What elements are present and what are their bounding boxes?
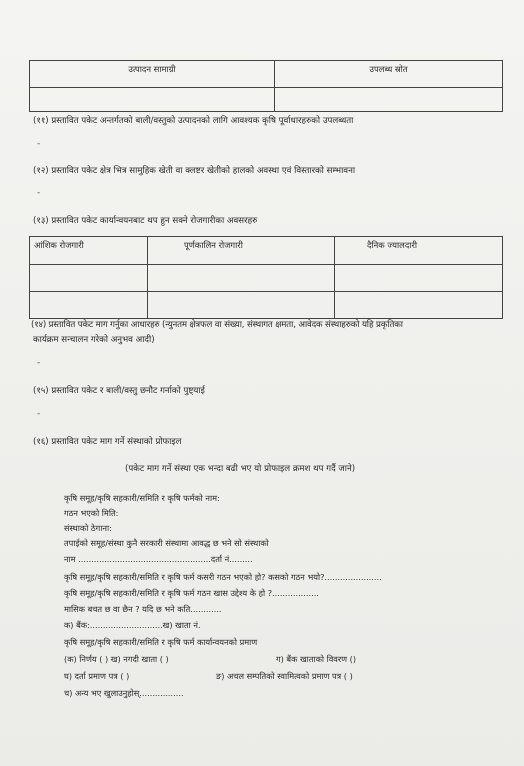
section-12-dash: - — [37, 188, 41, 198]
production-materials-table — [29, 60, 503, 112]
profile-line: कृषि समूह/कृषि सहकारी/समिति र कृषि फर्मको नाम: — [64, 493, 220, 503]
section-13-heading: (१३) प्रस्तावित पकेट कार्यान्वयनबाट थप हुन सक्ने रोजगारीका अवसरहरु — [33, 216, 258, 226]
section-11-dash: - — [37, 139, 41, 149]
section-15-heading: (१५) प्रस्तावित पकेट र बाली/वस्तु छनौट गर्नाको पुष्ट्याई — [33, 386, 205, 396]
profile-line: तपाईको समूह/संस्था कुनै सरकारी संस्थामा आवद्ध छ भने सो संस्थाको — [64, 538, 269, 548]
section-11-heading: (११) प्रस्तावित पकेट अन्तर्गतको बाली/वस्तुको उत्पादनको लागि आवश्यक कृषि पूर्वाधारहरुको उपलब्धता — [33, 116, 354, 126]
table-header-cell: उपलब्ध स्रोत — [275, 61, 503, 88]
employment-table — [29, 236, 503, 319]
table-header-cell: आंशिक रोजगारी — [30, 237, 148, 265]
table-cell — [30, 265, 148, 292]
profile-line: मासिक बचत छ वा छैन ? यदि छ भने कति............ — [64, 604, 222, 614]
section-14-dash: - — [37, 358, 41, 368]
section-14-heading-cont: कार्यक्रम सन्चालन गरेको अनुभव आदी) — [33, 335, 155, 345]
profile-line: गठन भएको मिति: — [64, 508, 119, 518]
table-cell — [148, 265, 335, 292]
table-header-cell: उत्पादन सामाग्री — [30, 61, 275, 88]
profile-line: नाम ...................................................दर्ता नं......... — [64, 554, 253, 564]
section-16-note: (पकेट माग गर्ने संस्था एक भन्दा बढी भए यो प्रोफाइल क्रमश थप गर्दै जाने) — [125, 464, 356, 474]
table-cell — [335, 292, 503, 319]
profile-line: ग) बैंक खाताको विवरण () — [276, 654, 357, 664]
profile-line: कृषि समूह/कृषि सहकारी/समिति र कृषि फर्म कसरी गठन भएको हो? कसको गठन भयो?...................... — [64, 572, 382, 582]
profile-line: संस्थाको ठेगाना: — [64, 523, 112, 533]
section-16-heading: (१६) प्रस्तावित पकेट माग गर्ने संस्थाको प्रोफाइल — [33, 437, 182, 447]
table-cell — [30, 88, 275, 112]
profile-line: घ) दर्ता प्रमाण पत्र ( ) — [64, 671, 130, 681]
profile-line: क) बैंक:............................ख) खाता नं. — [64, 620, 201, 630]
profile-line: ङ) अचल सम्पतिको स्वामित्वको प्रमाण पत्र ( ) — [216, 671, 353, 681]
table-header-cell: दैनिक ज्यालदारी — [335, 237, 503, 265]
table-cell — [275, 88, 503, 112]
section-15-dash: - — [37, 409, 41, 419]
profile-line: कृषि समूह/कृषि सहकारी/समिति र कृषि फर्म कार्यान्वयनको प्रमाण — [64, 637, 258, 647]
table-cell — [335, 265, 503, 292]
profile-line: कृषि समूह/कृषि सहकारी/समिति र कृषि फर्म गठन खास उद्देश्य के हो ?.................. — [64, 588, 319, 598]
table-cell — [30, 292, 148, 319]
section-14-heading: (१४) प्रस्तावित पकेट माग गर्नुका आधारहरु (न्युनतम क्षेत्रफल वा संख्या, संस्थागत क्षमता, आवेदक संस्थाहरुको यहि प्रकृतिका — [31, 320, 403, 330]
section-12-heading: (१२) प्रस्तावित पकेट क्षेत्र भित्र सामुहिक खेती वा क्लष्टर खेतीको हालको अवस्था एवं विस्तारको सम्भावना — [33, 166, 356, 176]
table-header-cell: पूर्णकालिन रोजगारी — [148, 237, 335, 265]
table-cell — [148, 292, 335, 319]
profile-line: च) अन्य भए खुलाउनुहोस्................. — [64, 688, 184, 698]
profile-line: (क) निर्णय ( ) ख) नगदी खाता ( ) — [64, 654, 169, 664]
